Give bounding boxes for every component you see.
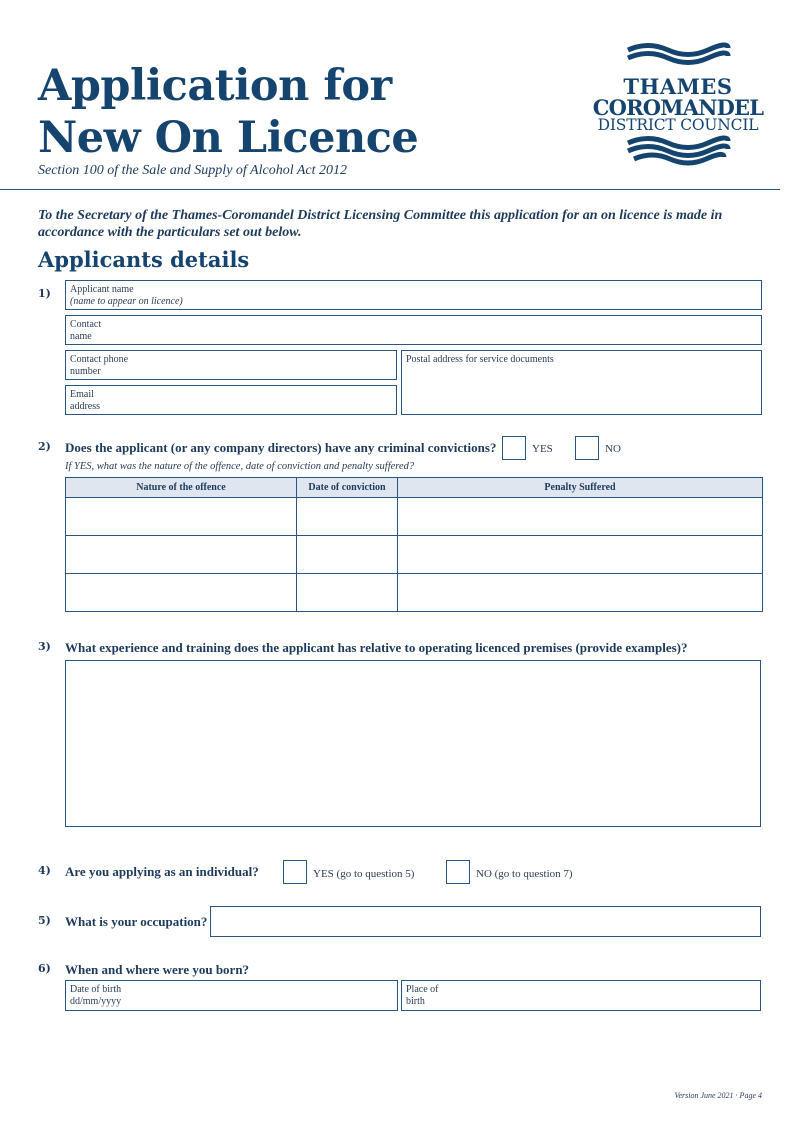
question-number-4: 4) [38, 864, 51, 877]
place-of-birth-label-1: Place of [406, 984, 439, 995]
question-number-1: 1) [38, 287, 51, 300]
contact-phone-label-1: Contact phone [70, 354, 129, 365]
table-header-row [66, 478, 763, 498]
offence-cell[interactable] [66, 574, 297, 612]
offence-cell[interactable] [66, 536, 297, 574]
intro-text: To the Secretary of the Thames-Coromandel District Licensing Committee this application for an on licence is made in accordance with the particulars set out below. [38, 208, 723, 240]
header-divider [0, 189, 780, 190]
logo-line-2: COROMANDEL [592, 95, 764, 120]
council-logo [590, 40, 770, 166]
date-of-birth-label-1: Date of birth [70, 984, 122, 995]
date-of-birth-field[interactable] [65, 980, 398, 1011]
contact-name-label [70, 319, 101, 342]
individual-yes-label: YES (go to question 5) [313, 868, 415, 880]
place-of-birth-label-2: birth [406, 995, 425, 1007]
email-field[interactable] [65, 385, 397, 415]
question-number-5: 5) [38, 914, 51, 927]
logo-line-3: DISTRICT COUNCIL [597, 116, 759, 134]
date-of-birth-format: dd/mm/yyyy [70, 995, 122, 1007]
individual-yes-checkbox[interactable] [283, 860, 307, 884]
logo-line-1: THAMES [623, 74, 733, 99]
date-cell[interactable] [297, 574, 398, 612]
occupation-field[interactable] [210, 906, 761, 937]
applicant-name-hint: (name to appear on licence) [70, 295, 183, 307]
date-cell[interactable] [297, 498, 398, 536]
penalty-cell[interactable] [398, 536, 763, 574]
table-row [66, 536, 763, 574]
penalty-cell[interactable] [398, 574, 763, 612]
column-header-offence: Nature of the offence [66, 478, 297, 498]
individual-no-label: NO (go to question 7) [476, 868, 573, 880]
question-6-text: When and where were you born? [65, 962, 250, 977]
applicant-name-field[interactable] [65, 280, 762, 310]
date-cell[interactable] [297, 536, 398, 574]
email-label [70, 389, 100, 412]
penalty-cell[interactable] [398, 498, 763, 536]
contact-name-field[interactable] [65, 315, 762, 345]
email-label-1: Email [70, 389, 94, 400]
section-heading: Applicants details [38, 247, 250, 272]
postal-address-label: Postal address for service documents [406, 354, 554, 365]
question-number-3: 3) [38, 640, 51, 653]
title-line-2: New On Licence [38, 113, 419, 163]
title-line-1: Application for [38, 61, 392, 111]
postal-address-field[interactable] [401, 350, 762, 415]
contact-phone-field[interactable] [65, 350, 397, 380]
question-3-text: What experience and training does the applicant has relative to operating licenced premises (provide examples)? [65, 640, 688, 655]
convictions-no-checkbox[interactable] [575, 436, 599, 460]
individual-no-checkbox[interactable] [446, 860, 470, 884]
page-subtitle: Section 100 of the Sale and Supply of Alcohol Act 2012 [38, 163, 347, 178]
question-number-6: 6) [38, 962, 51, 975]
place-of-birth-field[interactable] [401, 980, 761, 1011]
experience-textarea[interactable] [65, 660, 761, 827]
convictions-yes-label: YES [532, 443, 553, 455]
table-row [66, 498, 763, 536]
question-5-text: What is your occupation? [65, 914, 208, 929]
table-row [66, 574, 763, 612]
page-footer: Version June 2021 · Page 4 [674, 1091, 762, 1100]
date-of-birth-label [70, 984, 121, 1007]
page-title [38, 60, 418, 164]
email-label-2: address [70, 400, 100, 412]
convictions-yes-checkbox[interactable] [502, 436, 526, 460]
contact-name-label-2: name [70, 330, 92, 342]
column-header-penalty: Penalty Suffered [398, 478, 763, 498]
place-of-birth-label [406, 984, 439, 1007]
question-2-subtext: If YES, what was the nature of the offence, date of conviction and penalty suffered? [65, 461, 415, 472]
convictions-no-label: NO [605, 443, 621, 455]
offence-cell[interactable] [66, 498, 297, 536]
applicant-name-label-text: Applicant name [70, 284, 134, 295]
question-2-text: Does the applicant (or any company directors) have any criminal convictions? [65, 440, 497, 455]
convictions-table [65, 477, 763, 612]
contact-phone-label [70, 354, 128, 377]
column-header-date: Date of conviction [297, 478, 398, 498]
question-number-2: 2) [38, 440, 51, 453]
applicant-name-label [70, 284, 183, 307]
contact-phone-label-2: number [70, 365, 101, 377]
contact-name-label-1: Contact [70, 319, 102, 330]
question-4-text: Are you applying as an individual? [65, 864, 259, 879]
